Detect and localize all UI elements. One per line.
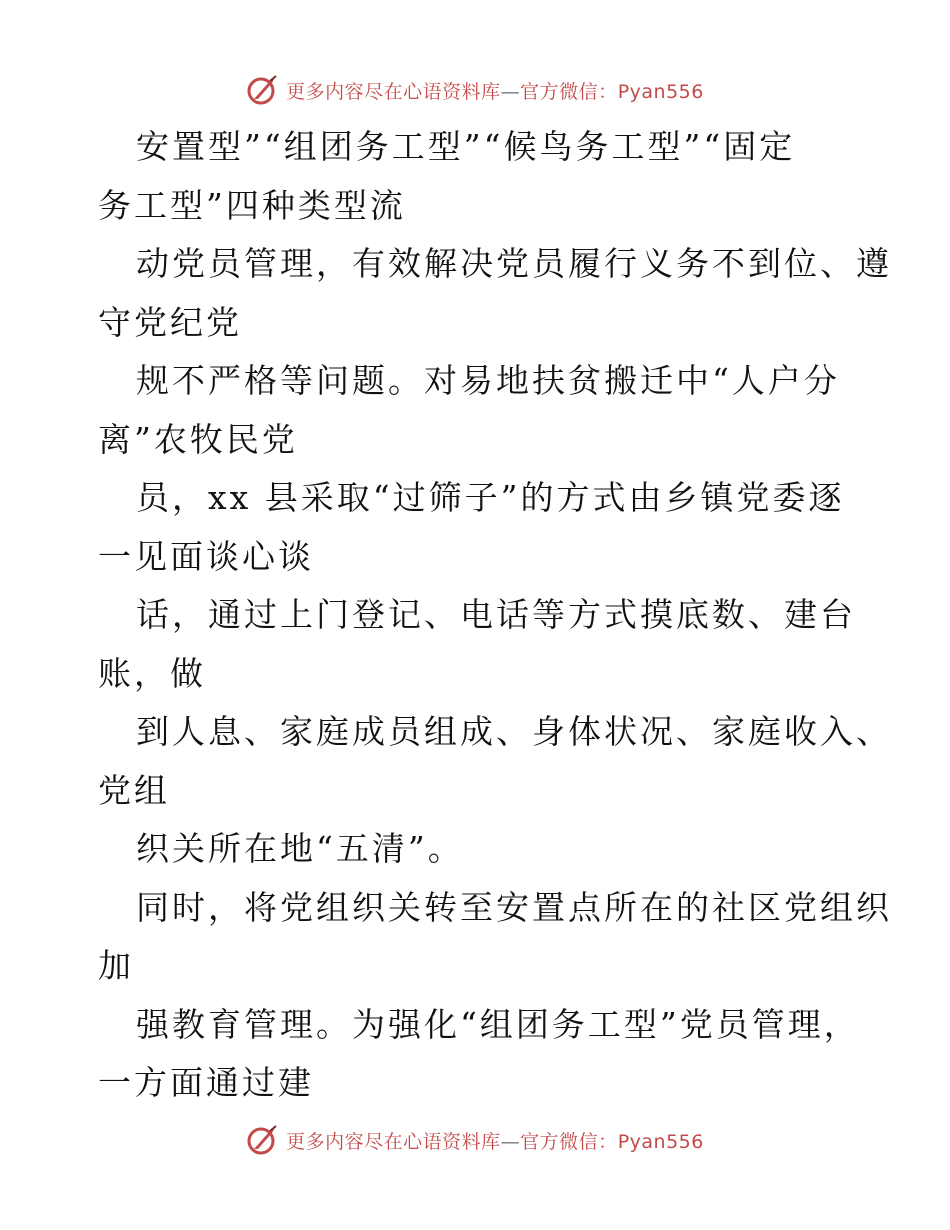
body-line: 话，通过上门登记、电话等方式摸底数、建台 bbox=[136, 595, 856, 634]
document-body bbox=[98, 118, 892, 1113]
body-line: 账，做 bbox=[98, 653, 206, 693]
header-banner bbox=[0, 70, 950, 110]
body-line: 员，xx 县采取“过筛子”的方式由乡镇党委逐 bbox=[136, 478, 845, 517]
body-line: 规不严格等问题。对易地扶贫搬迁中“人户分 bbox=[136, 361, 840, 400]
body-line: 守党纪党 bbox=[98, 302, 242, 342]
footer-banner-wechat-label: 官方微信： bbox=[520, 1130, 618, 1153]
header-banner-wechat-id: Pyan556 bbox=[617, 80, 704, 103]
footer-banner-wechat-id: Pyan556 bbox=[617, 1130, 704, 1153]
body-line: 强教育管理。为强化“组团务工型”党员管理， bbox=[136, 1004, 860, 1044]
body-line: 务工型”四种类型流 bbox=[98, 185, 406, 225]
body-line: 一方面通过建 bbox=[98, 1063, 314, 1102]
footer-banner-title: 更多内容尽在心语资料库 bbox=[286, 1130, 501, 1153]
footer-banner-text bbox=[286, 1127, 704, 1154]
body-line: 党组 bbox=[98, 770, 170, 810]
body-line: 同时，将党组织关转至安置点所在的社区党组织 bbox=[136, 887, 892, 927]
footer-banner bbox=[0, 1120, 950, 1160]
header-banner-text bbox=[286, 77, 704, 104]
body-line: 加 bbox=[98, 946, 134, 985]
footer-banner-separator: — bbox=[500, 1130, 521, 1153]
header-banner-separator: — bbox=[500, 80, 521, 103]
body-line: 安置型”“组团务工型”“候鸟务工型”“固定 bbox=[136, 127, 796, 166]
body-line: 到人息、家庭成员组成、身体状况、家庭收入、 bbox=[136, 712, 892, 751]
quill-pen-logo-icon bbox=[246, 73, 280, 107]
body-line: 一见面谈心谈 bbox=[98, 536, 314, 576]
body-line: 动党员管理，有效解决党员履行义务不到位、遵 bbox=[136, 244, 892, 283]
header-banner-title: 更多内容尽在心语资料库 bbox=[286, 80, 501, 103]
quill-pen-logo-icon bbox=[246, 1123, 280, 1157]
header-banner-wechat-label: 官方微信： bbox=[520, 80, 618, 103]
body-line: 织关所在地“五清”。 bbox=[136, 829, 464, 868]
body-line: 离”农牧民党 bbox=[98, 419, 298, 459]
